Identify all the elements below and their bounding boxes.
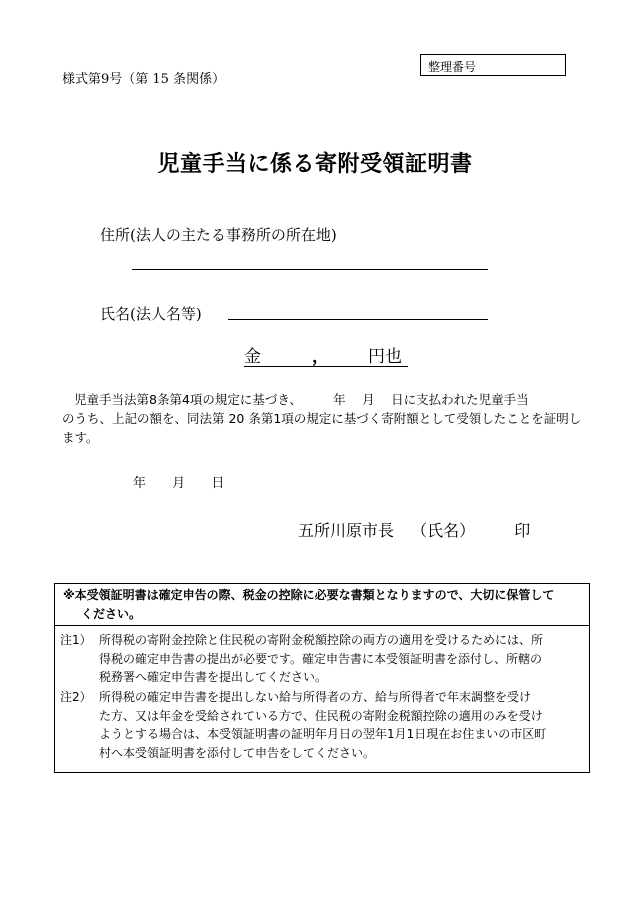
address-field-line[interactable] bbox=[132, 269, 488, 270]
note-line: 得税の確定申告書の提出が必要です。確定申告書に本受領証明書を添付し、所轄の bbox=[99, 651, 543, 666]
note-line: 所得税の確定申告書を提出しない給与所得者の方、給与所得者で年末調整を受け bbox=[99, 690, 532, 704]
note-number: 注2） bbox=[60, 690, 92, 704]
address-label: 住所(法人の主たる事務所の所在地) bbox=[100, 226, 337, 244]
date-day: 日 bbox=[211, 476, 225, 491]
mayor-signature bbox=[298, 518, 530, 541]
statement-line: 児童手当法第8条第4項の規定に基づき、 年 月 日に支払われた児童手当 bbox=[74, 392, 529, 407]
amount-comma: ， bbox=[312, 347, 329, 367]
form-number: 様式第9号（第 15 条関係） bbox=[62, 72, 226, 87]
seal-mark: 印 bbox=[514, 521, 531, 540]
amount-field[interactable] bbox=[244, 342, 408, 367]
date-year: 年 bbox=[133, 476, 147, 491]
important-notice bbox=[55, 584, 589, 626]
note-line: 村へ本受領証明書を添付して申告をしてください。 bbox=[99, 745, 376, 760]
document-title: 児童手当に係る寄附受領証明書 bbox=[157, 152, 473, 177]
statement-line: のうち、上記の額を、同法第 20 条第1項の規定に基づく寄附額として受領したことを証明し bbox=[62, 411, 582, 426]
note-line: ようとする場合は、本受領証明書の証明年月日の翌年1月1日現在お住まいの市区町 bbox=[99, 727, 547, 741]
important-line: ください。 bbox=[81, 606, 142, 621]
name-label: 氏名(法人名等) bbox=[100, 305, 202, 323]
notes-box bbox=[54, 583, 590, 773]
note-line: た方、又は年金を受給されている方で、住民税の寄附金税額控除の適用のみを受け bbox=[99, 708, 543, 723]
amount-prefix: 金 bbox=[244, 347, 261, 367]
mayor-title: 五所川原市長 bbox=[298, 521, 395, 540]
note-number: 注1） bbox=[60, 633, 92, 647]
statement-line: ます。 bbox=[62, 430, 99, 445]
reference-number-label: 整理番号 bbox=[428, 60, 477, 74]
important-line: ※本受領証明書は確定申告の際、税金の控除に必要な書類となりますので、大切に保管して bbox=[63, 588, 555, 602]
note-line: 税務署へ確定申告書を提出してください。 bbox=[99, 670, 328, 684]
note-line: 所得税の寄附金控除と住民税の寄附金税額控除の両方の適用を受けるためには、所 bbox=[99, 633, 544, 647]
certification-statement bbox=[62, 390, 582, 447]
reference-number-box[interactable] bbox=[420, 54, 566, 76]
issue-date bbox=[133, 472, 246, 491]
amount-suffix: 円也 bbox=[368, 347, 402, 367]
date-month: 月 bbox=[172, 476, 186, 491]
name-field-line[interactable] bbox=[228, 319, 488, 320]
mayor-name-label: （氏名） bbox=[411, 521, 476, 540]
